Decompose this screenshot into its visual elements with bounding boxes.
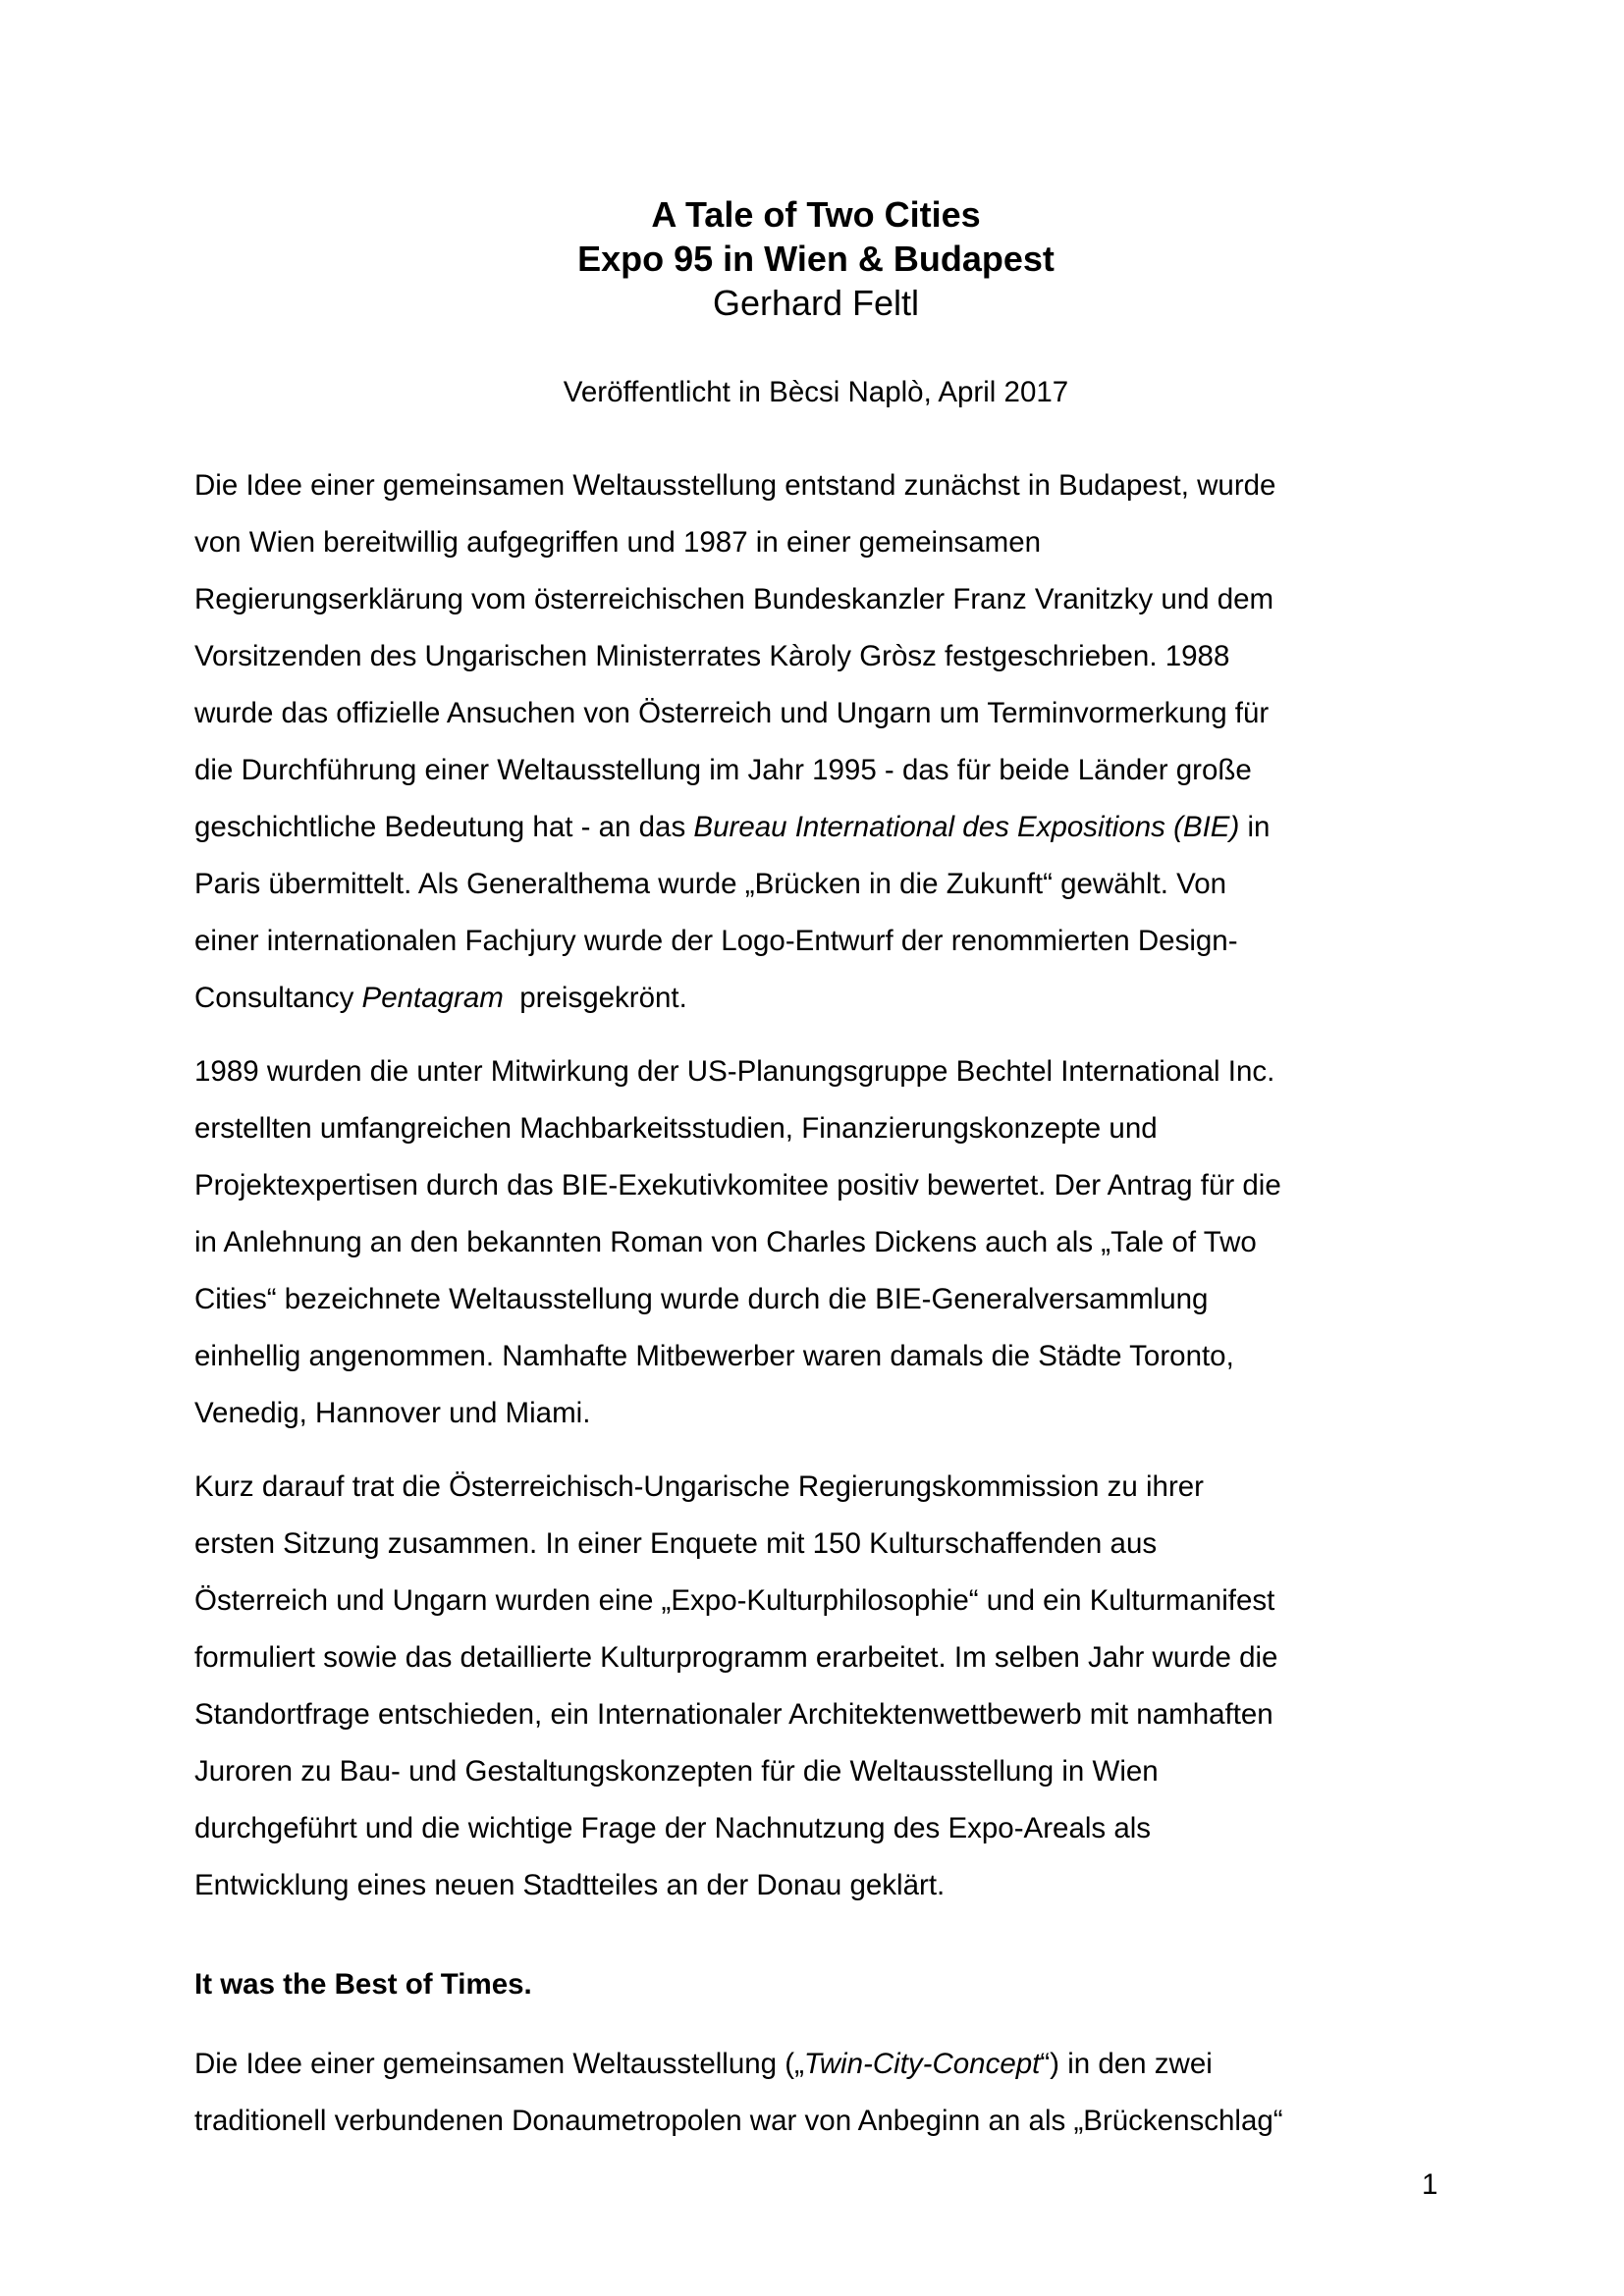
text-line: 1989 wurden die unter Mitwirkung der US-Planungsgruppe Bechtel International Inc. <box>194 1055 1275 1088</box>
document-subtitle: Expo 95 in Wien & Budapest <box>577 239 1055 279</box>
italic-text: Twin-City-Concept <box>803 2048 1041 2080</box>
text-line: Österreich und Ungarn wurden eine „Expo-Kulturphilosophie“ und ein Kulturmanifest <box>194 1584 1275 1617</box>
text-line: Paris übermittelt. Als Generalthema wurde „Brücken in die Zukunft“ gewählt. Von <box>194 868 1227 900</box>
text-line: Venedig, Hannover und Miami. <box>194 1397 591 1429</box>
text-line: Vorsitzenden des Ungarischen Ministerrates Kàroly Gròsz festgeschrieben. 1988 <box>194 640 1230 672</box>
text-line: Cities“ bezeichnete Weltausstellung wurde durch die BIE-Generalversammlung <box>194 1283 1209 1315</box>
text-line: Projektexpertisen durch das BIE-Exekutivkomitee positiv bewertet. Der Antrag für die <box>194 1169 1281 1201</box>
text-line: Juroren zu Bau- und Gestaltungskonzepten für die Weltausstellung in Wien <box>194 1755 1159 1788</box>
text-line: einer internationalen Fachjury wurde der Logo-Entwurf der renommierten Design- <box>194 925 1238 957</box>
text-line: Die Idee einer gemeinsamen Weltausstellung entstand zunächst in Budapest, wurde <box>194 469 1276 502</box>
text-line: erstellten umfangreichen Machbarkeitsstudien, Finanzierungskonzepte und <box>194 1112 1158 1145</box>
text-line: formuliert sowie das detaillierte Kulturprogramm erarbeitet. Im selben Jahr wurde die <box>194 1641 1278 1674</box>
paragraph-1 <box>194 457 1441 1027</box>
paragraph-2 <box>194 1043 1441 1442</box>
text-line: Regierungserklärung vom österreichischen Bundeskanzler Franz Vranitzky und dem <box>194 583 1274 615</box>
page-number: 1 <box>1422 2168 1438 2201</box>
text-line: Kurz darauf trat die Österreichisch-Ungarische Regierungskommission zu ihrer <box>194 1470 1204 1503</box>
paragraph-3 <box>194 1459 1441 1914</box>
text-line: einhellig angenommen. Namhafte Mitbewerber waren damals die Städte Toronto, <box>194 1340 1234 1372</box>
text-span: “) in den zwei <box>1040 2048 1213 2080</box>
text-line: Standortfrage entschieden, ein Internationaler Architektenwettbewerb mit namhaften <box>194 1698 1273 1731</box>
title-block <box>0 192 1624 325</box>
document-title: A Tale of Two Cities <box>651 194 981 235</box>
italic-text: Pentagram <box>361 982 504 1014</box>
text-line <box>194 970 1441 1027</box>
text-span: Die Idee einer gemeinsamen Weltausstellung („ <box>194 2048 804 2080</box>
text-span: preisgekrönt. <box>503 982 687 1014</box>
text-span: geschichtliche Bedeutung hat - an das <box>194 811 694 843</box>
text-line: ersten Sitzung zusammen. In einer Enquete mit 150 Kulturschaffenden aus <box>194 1527 1158 1560</box>
author-name: Gerhard Feltl <box>712 283 920 323</box>
text-line <box>194 799 1441 856</box>
paragraph-4 <box>194 2036 1441 2150</box>
text-line: traditionell verbundenen Donaumetropolen war von Anbeginn an als „Brückenschlag“ <box>194 2105 1283 2137</box>
text-line: durchgeführt und die wichtige Frage der Nachnutzung des Expo-Areals als <box>194 1812 1152 1844</box>
section-heading: It was the Best of Times. <box>194 1968 532 2001</box>
italic-text: Bureau International des Expositions (BIE) <box>693 811 1240 843</box>
text-line: Entwicklung eines neuen Stadtteiles an der Donau geklärt. <box>194 1869 946 1901</box>
text-span: in <box>1239 811 1271 843</box>
text-line <box>194 2036 1441 2093</box>
text-span: Consultancy <box>194 982 362 1014</box>
text-line: wurde das offizielle Ansuchen von Österreich und Ungarn um Terminvormerkung für <box>194 697 1270 729</box>
publication-note: Veröffentlicht in Bècsi Naplò, April 2017 <box>563 376 1069 408</box>
text-line: von Wien bereitwillig aufgegriffen und 1987 in einer gemeinsamen <box>194 526 1042 559</box>
text-line: in Anlehnung an den bekannten Roman von Charles Dickens auch als „Tale of Two <box>194 1226 1257 1258</box>
text-line: die Durchführung einer Weltausstellung im Jahr 1995 - das für beide Länder große <box>194 754 1252 786</box>
